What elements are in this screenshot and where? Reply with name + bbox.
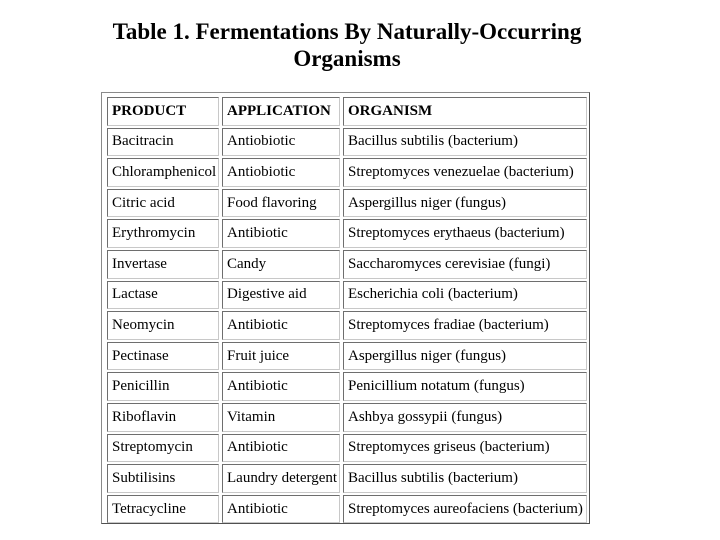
page-title-line-1: Table 1. Fermentations By Naturally-Occurring bbox=[112, 19, 582, 44]
organism-cell: Streptomyces griseus (bacterium) bbox=[343, 434, 587, 463]
table-row bbox=[107, 311, 587, 340]
page-title bbox=[0, 18, 694, 72]
table-header-row bbox=[107, 97, 587, 126]
table-row bbox=[107, 250, 587, 279]
table-row bbox=[107, 434, 587, 463]
table-row bbox=[107, 158, 587, 187]
table-row bbox=[107, 372, 587, 401]
product-cell: Neomycin bbox=[107, 311, 219, 340]
table-body bbox=[107, 128, 587, 524]
application-cell: Food flavoring bbox=[222, 189, 340, 218]
application-cell: Candy bbox=[222, 250, 340, 279]
organism-cell: Streptomyces fradiae (bacterium) bbox=[343, 311, 587, 340]
table-row bbox=[107, 495, 587, 524]
organism-cell: Bacillus subtilis (bacterium) bbox=[343, 464, 587, 493]
organism-cell: Aspergillus niger (fungus) bbox=[343, 342, 587, 371]
organism-cell: Streptomyces aureofaciens (bacterium) bbox=[343, 495, 587, 524]
application-cell: Antiobiotic bbox=[222, 128, 340, 157]
header-product: PRODUCT bbox=[107, 97, 219, 126]
product-cell: Bacitracin bbox=[107, 128, 219, 157]
application-cell: Laundry detergent bbox=[222, 464, 340, 493]
product-cell: Streptomycin bbox=[107, 434, 219, 463]
table-row bbox=[107, 403, 587, 432]
product-cell: Erythromycin bbox=[107, 219, 219, 248]
organism-cell: Penicillium notatum (fungus) bbox=[343, 372, 587, 401]
fermentation-table-frame bbox=[101, 92, 590, 524]
header-application: APPLICATION bbox=[222, 97, 340, 126]
page-title-line-2: Organisms bbox=[293, 46, 401, 71]
table-row bbox=[107, 342, 587, 371]
organism-cell: Bacillus subtilis (bacterium) bbox=[343, 128, 587, 157]
application-cell: Antibiotic bbox=[222, 495, 340, 524]
application-cell: Vitamin bbox=[222, 403, 340, 432]
organism-cell: Streptomyces erythaeus (bacterium) bbox=[343, 219, 587, 248]
product-cell: Tetracycline bbox=[107, 495, 219, 524]
header-organism: ORGANISM bbox=[343, 97, 587, 126]
table-row bbox=[107, 281, 587, 310]
product-cell: Penicillin bbox=[107, 372, 219, 401]
application-cell: Fruit juice bbox=[222, 342, 340, 371]
product-cell: Pectinase bbox=[107, 342, 219, 371]
application-cell: Digestive aid bbox=[222, 281, 340, 310]
organism-cell: Streptomyces venezuelae (bacterium) bbox=[343, 158, 587, 187]
application-cell: Antibiotic bbox=[222, 434, 340, 463]
product-cell: Subtilisins bbox=[107, 464, 219, 493]
table-row bbox=[107, 219, 587, 248]
table-row bbox=[107, 128, 587, 157]
table-row bbox=[107, 464, 587, 493]
product-cell: Citric acid bbox=[107, 189, 219, 218]
application-cell: Antibiotic bbox=[222, 311, 340, 340]
product-cell: Chloramphenicol bbox=[107, 158, 219, 187]
organism-cell: Escherichia coli (bacterium) bbox=[343, 281, 587, 310]
application-cell: Antibiotic bbox=[222, 372, 340, 401]
organism-cell: Aspergillus niger (fungus) bbox=[343, 189, 587, 218]
organism-cell: Ashbya gossypii (fungus) bbox=[343, 403, 587, 432]
product-cell: Invertase bbox=[107, 250, 219, 279]
product-cell: Lactase bbox=[107, 281, 219, 310]
fermentation-table bbox=[104, 95, 590, 525]
application-cell: Antiobiotic bbox=[222, 158, 340, 187]
product-cell: Riboflavin bbox=[107, 403, 219, 432]
application-cell: Antibiotic bbox=[222, 219, 340, 248]
organism-cell: Saccharomyces cerevisiae (fungi) bbox=[343, 250, 587, 279]
table-row bbox=[107, 189, 587, 218]
